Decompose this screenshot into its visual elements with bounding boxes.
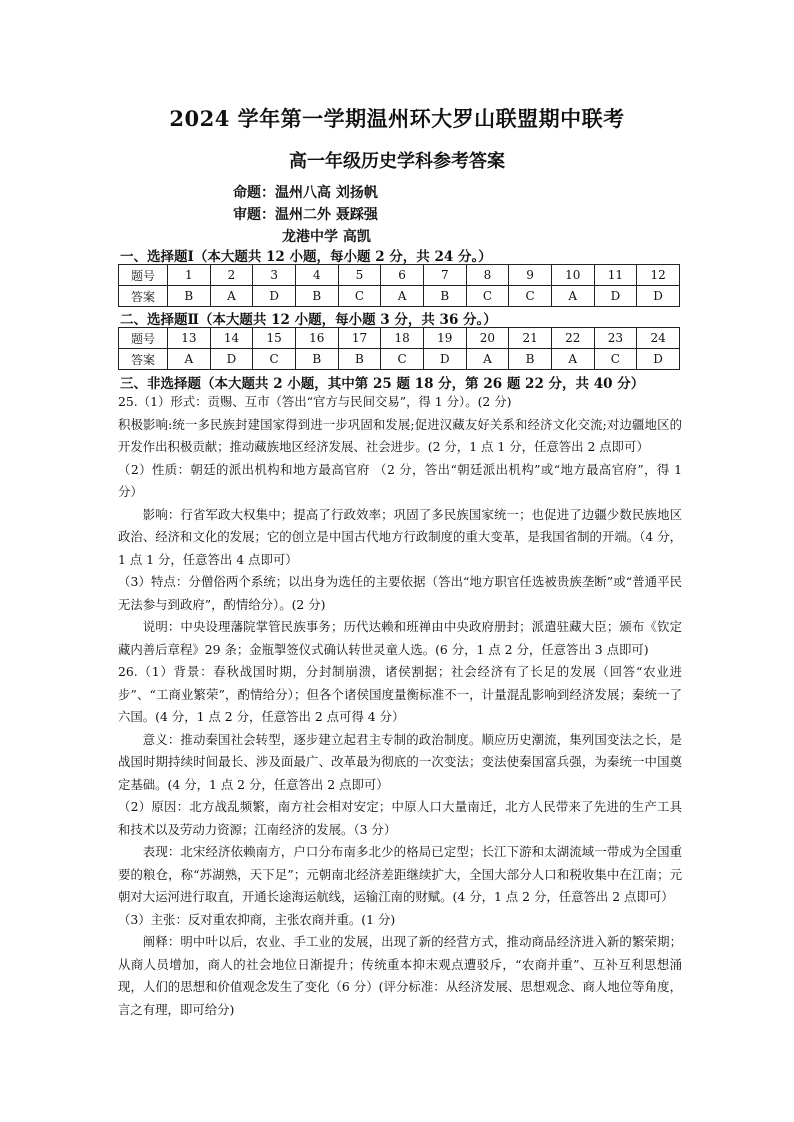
table-cell-number: 13 — [168, 328, 211, 349]
table-cell-number: 17 — [338, 328, 381, 349]
table-cell-answer: C — [509, 286, 552, 307]
answer-paragraph: 25.（1）形式：贡赐、互市（答出“官方与民间交易”，得 1 分）。(2 分) — [118, 394, 512, 409]
table-row-answers — [119, 286, 680, 307]
row-label-number: 题号 — [119, 328, 168, 349]
table-cell-number: 21 — [509, 328, 552, 349]
row-label-answer: 答案 — [119, 286, 168, 307]
answer-paragraph: 说明：中央设理藩院掌管民族事务；历代达赖和班禅由中央政府册封；派遣驻藏大臣；颁布《钦定藏内善后章程》29 条；金瓶掣签仪式确认转世灵童人选。(6 分，1 点 2 分，任意答出 3 点即可) — [118, 619, 682, 657]
table-cell-number: 24 — [637, 328, 680, 349]
table-cell-answer: D — [637, 286, 680, 307]
table-cell-number: 7 — [423, 265, 466, 286]
author-proposer: 命题：温州八高 刘扬帆 — [233, 185, 378, 201]
table-cell-number: 5 — [338, 265, 381, 286]
table-cell-answer: B — [168, 286, 211, 307]
answer-paragraph: 意义：推动秦国社会转型，逐步建立起君主专制的政治制度。顺应历史潮流，集列国变法之长，是战国时期持续时间最长、涉及面最广、改革最为彻底的一次变法；变法使秦国富兵强，为秦统一中国奠定基础。(4 分，1 点 2 分，任意答出 2 点即可） — [118, 731, 682, 792]
table-cell-number: 6 — [381, 265, 424, 286]
table-cell-number: 15 — [253, 328, 296, 349]
row-label-answer: 答案 — [119, 349, 168, 370]
table-cell-number: 14 — [210, 328, 253, 349]
table-cell-answer: C — [466, 286, 509, 307]
table-cell-answer: A — [466, 349, 509, 370]
table-cell-answer: A — [381, 286, 424, 307]
table-row-answers — [119, 349, 680, 370]
table-cell-answer: C — [338, 286, 381, 307]
table-row-numbers — [119, 328, 680, 349]
table-cell-number: 16 — [295, 328, 338, 349]
table-cell-number: 12 — [637, 265, 680, 286]
answer-paragraph: （2）性质：朝廷的派出机构和地方最高官府 （2 分，答出“朝廷派出机构”或“地方最高官府”，得 1 分） — [118, 461, 682, 499]
table-cell-number: 23 — [594, 328, 637, 349]
answer-paragraph: （3）特点：分僧俗两个系统；以出身为选任的主要依据（答出“地方职官任选被贵族垄断”或“普通平民无法参与到政府”，酌情给分）。(2 分) — [118, 574, 682, 612]
table-cell-answer: B — [423, 286, 466, 307]
page-subtitle: 高一年级历史学科参考答案 — [289, 151, 505, 172]
table-cell-answer: A — [551, 286, 594, 307]
answer-body — [118, 391, 682, 1021]
answer-paragraph: （3）主张：反对重农抑商，主张农商并重。(1 分) — [118, 911, 396, 927]
table-cell-answer: D — [253, 286, 296, 307]
table-cell-answer: A — [210, 286, 253, 307]
table-cell-number: 20 — [466, 328, 509, 349]
table-cell-answer: D — [423, 349, 466, 370]
table-cell-number: 2 — [210, 265, 253, 286]
table-cell-answer: B — [295, 349, 338, 370]
answer-paragraph: 影响：行省军政大权集中；提高了行政效率；巩固了多民族国家统一；也促进了边疆少数民族地区政治、经济和文化的发展；它的创立是中国古代地方行政制度的重大变革，是我国省制的开端。（4 分，1 点 1 分，任意答出 4 点即可） — [118, 506, 682, 567]
table-cell-number: 22 — [551, 328, 594, 349]
answer-paragraph: 积极影响:统一多民族封建国家得到进一步巩固和发展;促进汉藏友好关系和经济文化交流;对边疆地区的开发作出积极贡献；推动藏族地区经济发展、社会进步。(2 分，1 点 1 分，任意答出 2 点即可） — [118, 416, 682, 454]
answer-table-2 — [118, 327, 680, 370]
author-reviewer-2: 龙港中学 高凯 — [282, 229, 371, 245]
section1-heading: 一、选择题Ⅰ（本大题共 12 小题，每小题 2 分，共 24 分。） — [120, 249, 492, 265]
table-cell-answer: A — [168, 349, 211, 370]
table-cell-number: 3 — [253, 265, 296, 286]
table-cell-number: 1 — [168, 265, 211, 286]
table-cell-answer: C — [594, 349, 637, 370]
answer-paragraph: 表现：北宋经济依赖南方，户口分布南多北少的格局已定型；长江下游和太湖流域一带成为全国重要的粮仓，称“苏湖熟，天下足”；元朝南北经济差距继续扩大，全国大部分人口和税收集中在江南；元朝对大运河进行取直，开通长途海运航线，运输江南的财赋。(4 分，1 点 2 分，任意答出 2 点即可） — [118, 844, 682, 904]
table-row-numbers — [119, 265, 680, 286]
table-cell-answer: A — [551, 349, 594, 370]
table-cell-answer: D — [637, 349, 680, 370]
table-cell-number: 10 — [551, 265, 594, 286]
answer-paragraph: （2）原因：北方战乱频繁，南方社会相对安定；中原人口大量南迁，北方人民带来了先进的生产工具和技术以及劳动力资源；江南经济的发展。（3 分） — [118, 799, 682, 837]
section3-heading: 三、非选择题（本大题共 2 小题，其中第 25 题 18 分，第 26 题 22 分，共 40 分） — [120, 376, 645, 392]
author-reviewer: 审题：温州二外 聂踩强 — [233, 207, 378, 223]
table-cell-number: 19 — [423, 328, 466, 349]
table-cell-number: 4 — [295, 265, 338, 286]
table-cell-number: 8 — [466, 265, 509, 286]
section2-heading: 二、选择题Ⅱ（本大题共 12 小题，每小题 3 分，共 36 分。） — [120, 312, 497, 328]
answer-table-1 — [118, 264, 680, 307]
row-label-number: 题号 — [119, 265, 168, 286]
answer-paragraph: 26.（1）背景：春秋战国时期，分封制崩溃，诸侯割据；社会经济有了长足的发展（回答“农业进步”、“工商业繁荣”，酌情给分）；但各个诸侯国度量衡标准不一，计量混乱影响到经济发展；秦统一了六国。(4 分，1 点 2 分，任意答出 2 点可得 4 分） — [118, 664, 682, 724]
table-cell-answer: B — [509, 349, 552, 370]
page-title: 2024 学年第一学期温州环大罗山联盟期中联考 — [169, 106, 625, 131]
table-cell-number: 18 — [381, 328, 424, 349]
table-cell-answer: C — [253, 349, 296, 370]
table-cell-answer: B — [295, 286, 338, 307]
table-cell-answer: B — [338, 349, 381, 370]
table-cell-answer: D — [210, 349, 253, 370]
table-cell-number: 9 — [509, 265, 552, 286]
table-cell-answer: D — [594, 286, 637, 307]
table-cell-number: 11 — [594, 265, 637, 286]
table-cell-answer: C — [381, 349, 424, 370]
answer-paragraph: 阐释：明中叶以后，农业、手工业的发展，出现了新的经营方式，推动商品经济进入新的繁荣期；从商人员增加，商人的社会地位日渐提升；传统重本抑末观点遭驳斥，“农商并重”、互补互利思想涌现，人们的思想和价值观念发生了变化（6 分）(评分标准：从经济发展、思想观念、商人地位等角度，言之有理，即可给分) — [118, 934, 682, 1017]
